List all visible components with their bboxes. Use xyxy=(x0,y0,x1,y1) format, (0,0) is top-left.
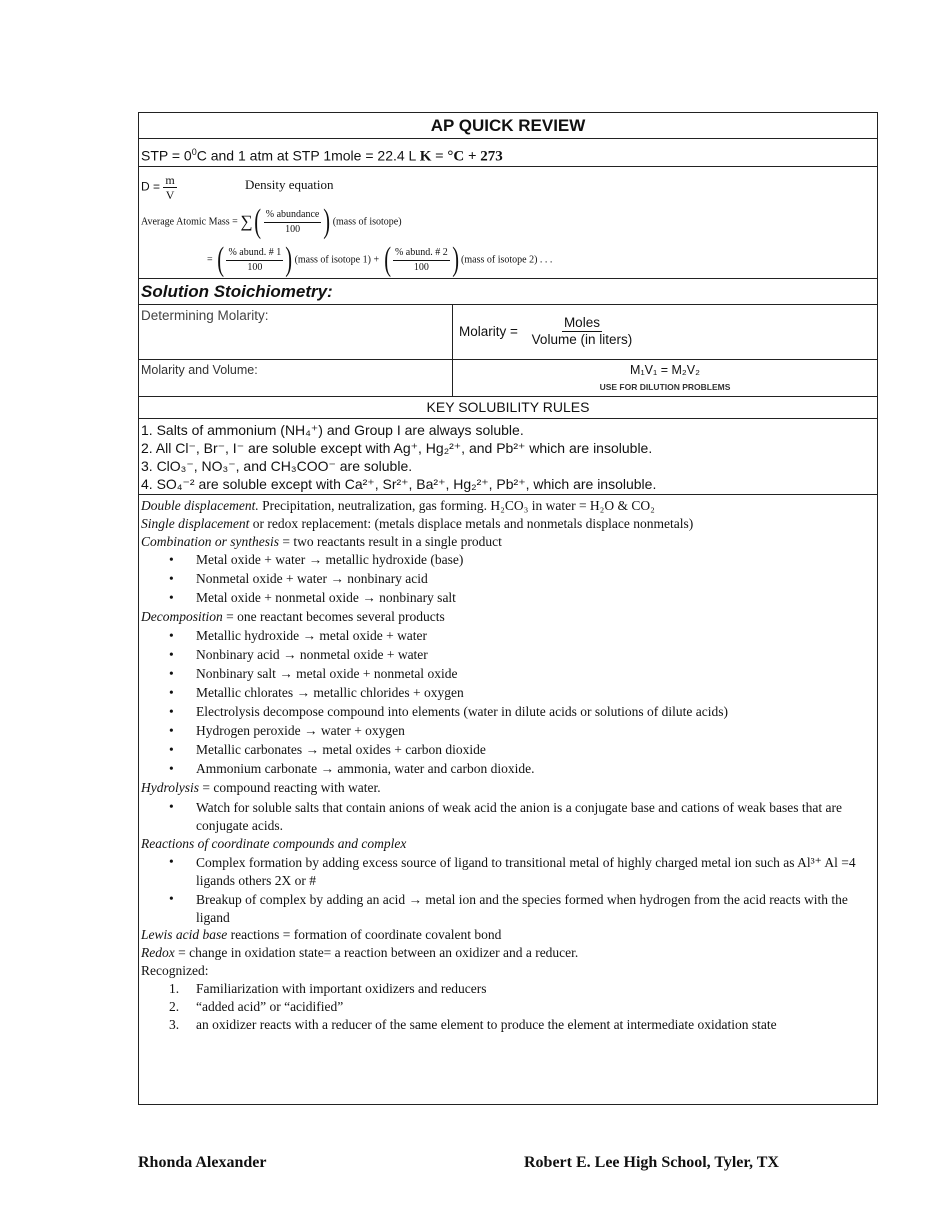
bullet: • xyxy=(169,628,174,643)
list-item: Metal oxide + water → metallic hydroxide (base) xyxy=(196,552,464,567)
list-item: Nonmetal oxide + water → nonbinary acid xyxy=(196,571,428,586)
footer-school: Robert E. Lee High School, Tyler, TX xyxy=(524,1154,779,1171)
list-number: 3. xyxy=(169,1017,180,1032)
rule-4: 4. SO₄⁻² are soluble except with Ca²⁺, Sr²⁺, Ba²⁺, Hg₂²⁺, Pb²⁺, which are insoluble. xyxy=(141,476,657,492)
solution-stoichiometry-heading: Solution Stoichiometry: xyxy=(139,279,877,305)
density-lhs: D = xyxy=(141,179,161,194)
dilution-note: USE FOR DILUTION PROBLEMS xyxy=(599,382,731,392)
list-item: Metallic carbonates → metal oxides + carbon dioxide xyxy=(196,742,486,757)
solubility-rules xyxy=(139,419,877,495)
footer-author: Rhonda Alexander xyxy=(138,1154,267,1171)
list-item: Hydrogen peroxide → water + oxygen xyxy=(196,723,405,738)
list-number: 1. xyxy=(169,981,180,996)
solubility-rules-heading: KEY SOLUBILITY RULES xyxy=(139,397,877,419)
hydrolysis: Hydrolysis = compound reacting with water. xyxy=(141,780,381,795)
stp-degree-sup: 0 xyxy=(191,147,197,157)
isotope-mass-text: (mass of isotope) xyxy=(332,216,402,228)
rule-2: 2. All Cl⁻, Br⁻, I⁻ are soluble except with Ag⁺, Hg₂²⁺, and Pb²⁺ which are insoluble. xyxy=(141,440,653,456)
bullet: • xyxy=(169,742,174,757)
abundance1-fraction: $\frac{\text{\% abund. \# 1}}{100}$ xyxy=(228,246,282,273)
rule-1: 1. Salts of ammonium (NH₄⁺) and Group I are always soluble. xyxy=(141,422,524,438)
bullet: • xyxy=(169,799,174,814)
abundance2-fraction: $\frac{\text{\% abund. \# 2}}{100}$ xyxy=(394,246,448,273)
molarity-label: Determining Molarity: xyxy=(141,308,269,323)
density-formula xyxy=(141,173,177,202)
list-item: Watch for soluble salts that contain anions of weak acid the anion is a conjugate base and cations of weak bases that are conjugate acids. xyxy=(196,800,842,833)
decomposition: Decomposition = one reactant becomes several products xyxy=(141,609,445,624)
density-label: Density equation xyxy=(245,177,334,192)
bullet: • xyxy=(169,647,174,662)
density-den: V xyxy=(165,188,175,202)
abundance-fraction: $\frac{\text{\% abundance}}{100}$ xyxy=(265,208,320,235)
sigma-symbol: ∑ xyxy=(240,212,253,231)
review-sheet xyxy=(138,112,878,1105)
bullet: • xyxy=(169,666,174,681)
molarity-formula xyxy=(459,315,634,348)
redox: Redox = change in oxidation state= a reaction between an oxidizer and a reducer. xyxy=(141,945,579,960)
molarity-volume-label: Molarity and Volume: xyxy=(141,363,258,377)
page-title: AP QUICK REVIEW xyxy=(139,113,877,139)
stp-text-rest: C and 1 atm at STP 1mole = 22.4 L xyxy=(196,147,416,164)
bullet: • xyxy=(169,704,174,719)
isotope1-text: (mass of isotope 1) + xyxy=(294,254,380,266)
reaction-types xyxy=(139,495,877,1104)
lewis-acid-base: Lewis acid base reactions = formation of coordinate covalent bond xyxy=(141,927,502,942)
stp-row xyxy=(139,139,877,167)
list-item: Ammonium carbonate → ammonia, water and carbon dioxide. xyxy=(196,761,535,776)
bullet: • xyxy=(169,761,174,776)
isotope2-text: (mass of isotope 2) . . . xyxy=(461,254,553,266)
bullet: • xyxy=(169,590,174,605)
molarity-row xyxy=(139,305,877,360)
atomic-mass-formula: Average Atomic Mass = ∑( $\frac{\text{\% abundance}}{100}$ ) (mass of isotope) xyxy=(141,203,402,240)
recognized-label: Recognized: xyxy=(141,963,209,978)
list-item: Nonbinary salt → metal oxide + nonmetal oxide xyxy=(196,666,458,681)
kelvin-formula: K = °C + 273 xyxy=(419,148,503,165)
atomic-mass-label: Average Atomic Mass = xyxy=(141,216,238,228)
density-fraction xyxy=(163,173,176,202)
density-num: m xyxy=(165,173,175,187)
coordinate-compounds: Reactions of coordinate compounds and complex xyxy=(141,836,407,851)
double-displacement: Double displacement. Precipitation, neutralization, gas forming. H₂CO₃ in water = H₂O & CO₂ xyxy=(141,498,655,513)
numbered-item: Familiarization with important oxidizers and reducers xyxy=(196,981,487,996)
molarity-lhs: Molarity = xyxy=(459,324,518,339)
equations-row xyxy=(139,167,877,279)
bullet: • xyxy=(169,552,174,567)
list-item: Metallic hydroxide → metal oxide + water xyxy=(196,628,428,643)
list-item: Complex formation by adding excess source of ligand to transitional metal of highly charged metal ion such as Al³⁺ Al =4 ligands others 2X or # xyxy=(196,855,856,888)
list-item: Nonbinary acid → nonmetal oxide + water xyxy=(196,647,428,662)
list-number: 2. xyxy=(169,999,180,1014)
molarity-fraction: $\frac{\text{Moles}}{\text{Volume (in liters)}}$ xyxy=(531,315,633,347)
bullet: • xyxy=(169,854,174,869)
numbered-item: an oxidizer reacts with a reducer of the same element to produce the element at intermediate oxidation state xyxy=(196,1017,777,1032)
atomic-mass-expanded: = ( $\frac{\text{\% abund. \# 1}}{100}$ ) (mass of isotope 1) + ( $\frac{\text{\% abund. \# 2}}{100}$ ) (mass of isotope 2) . . . xyxy=(207,241,553,278)
stp-text: STP = 0 xyxy=(141,147,192,164)
dilution-formula: M₁V₁ = M₂V₂ xyxy=(630,363,700,377)
molarity-volume-row xyxy=(139,360,877,397)
rule-3: 3. ClO₃⁻, NO₃⁻, and CH₃COO⁻ are soluble. xyxy=(141,458,413,474)
list-item: Electrolysis decompose compound into elements (water in dilute acids or solutions of dilute acids) xyxy=(196,704,729,719)
combination-synthesis: Combination or synthesis = two reactants result in a single product xyxy=(141,534,502,549)
bullet: • xyxy=(169,685,174,700)
bullet: • xyxy=(169,723,174,738)
numbered-item: “added acid” or “acidified” xyxy=(196,999,344,1014)
single-displacement: Single displacement or redox replacement: (metals displace metals and nonmetals displace nonmetals) xyxy=(141,516,694,531)
bullet: • xyxy=(169,891,174,906)
list-item: Metal oxide + nonmetal oxide → nonbinary salt xyxy=(196,590,456,605)
bullet: • xyxy=(169,571,174,586)
list-item: Metallic chlorates → metallic chlorides + oxygen xyxy=(196,685,464,700)
list-item: Breakup of complex by adding an acid → metal ion and the species formed when hydrogen from the acid reacts with the ligand xyxy=(196,892,848,925)
